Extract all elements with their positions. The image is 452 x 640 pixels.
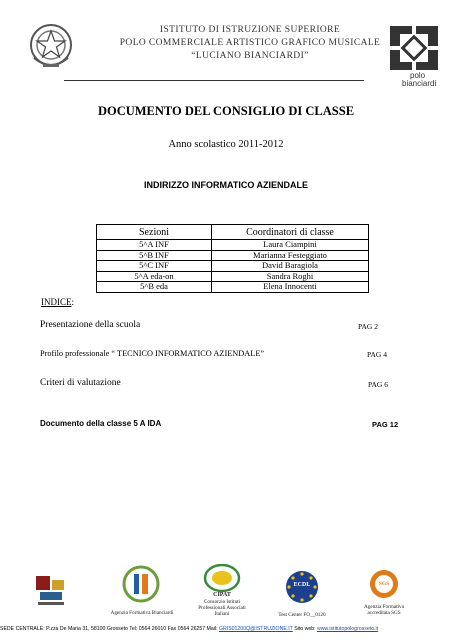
table-cell-coordinator: Marianna Festeggiato [212,250,369,261]
footer-mail-link[interactable]: GRIS01200Q@ISTRUZIONE.IT [218,626,293,632]
header-divider [64,80,364,81]
table-row [97,250,369,261]
table-row [97,282,369,293]
index-item-page: PAG 12 [372,420,399,429]
index-label: INDICE [41,297,72,307]
footer-logos [20,560,440,624]
table-cell-coordinator: Elena Innocenti [212,282,369,293]
table-cell-section: 5^C INF [97,261,212,272]
table-cell-section: 5^B eda [97,282,212,293]
index-item-page: PAG 4 [367,350,387,359]
logo-text-polo: polo [410,71,426,80]
table-row [97,240,369,251]
agency-caption: Agenzia Formativa Bianciardi [110,610,174,616]
table-cell-coordinator: Sandra Roghi [212,271,369,282]
index-item-title: Documento della classe 5 A IDA [40,419,162,428]
footer-web-label: Sito web: [292,626,317,632]
logo-text-bianciardi: bianciardi [402,79,437,88]
sgs-caption: Agenzia Formativa accreditata SGS [364,604,404,616]
school-heading [100,24,400,63]
table-cell-section: 5^A INF [97,240,212,251]
agency-logo-icon [116,564,166,612]
table-cell-section: 5^A eda-on [97,271,212,282]
table-row [97,261,369,272]
italian-republic-emblem-icon [26,20,76,72]
school-heading-line-2: POLO COMMERCIALE ARTISTICO GRAFICO MUSICALE [119,38,381,48]
index-item-title: Presentazione della scuola [40,320,141,330]
document-title: DOCUMENTO DEL CONSIGLIO DI CLASSE [97,104,355,118]
index-item-title: Criteri di valutazione [40,378,121,388]
school-heading-line-3: “LUCIANO BIANCIARDI” [191,51,309,61]
table-cell-coordinator: David Baragiola [212,261,369,272]
polo-bianciardi-logo-icon [382,20,444,76]
index-item-page: PAG 6 [368,380,388,389]
sgs-brand: SGS [378,581,390,587]
cipat-caption: Consorzio Istituti Professionali Associati Italiani [198,599,246,617]
footer-address [0,626,452,632]
cipat-brand: CIPAT [213,592,231,598]
school-year: Anno scolastico 2011-2012 [168,139,284,150]
sections-table [96,224,369,293]
footer-web-link[interactable]: www.istitutopologrosseto.it [316,626,379,632]
table-header-row [97,225,369,240]
table-cell-section: 5^B INF [97,250,212,261]
table-row [97,271,369,282]
school-network-logo-icon [34,572,68,608]
table-cell-coordinator: Laura Ciampini [212,240,369,251]
track-heading: INDIRIZZO INFORMATICO AZIENDALE [144,180,308,190]
index-item-title: Profilo professionale “ TECNICO INFORMATICO AZIENDALE” [40,349,265,358]
footer-address-text: SEDE CENTRALE: P.zza De Maria 31, 58100 Grosseto Tel: 0564 26010 Fax 0564 26257 Mail: [0,626,219,632]
index-heading [41,297,74,307]
polo-bianciardi-logo [382,20,444,96]
ecdl-caption: Test Center FO__0120 [278,612,326,618]
ecdl-brand: ECDL [293,582,311,588]
index-item-page: PAG 2 [358,322,378,331]
table-header-coordinators: Coordinatori di classe [212,225,369,240]
school-heading-line-1: ISTITUTO DI ISTRUZIONE SUPERIORE [159,25,341,35]
table-header-sections: Sezioni [97,225,212,240]
index-colon: : [71,297,75,307]
